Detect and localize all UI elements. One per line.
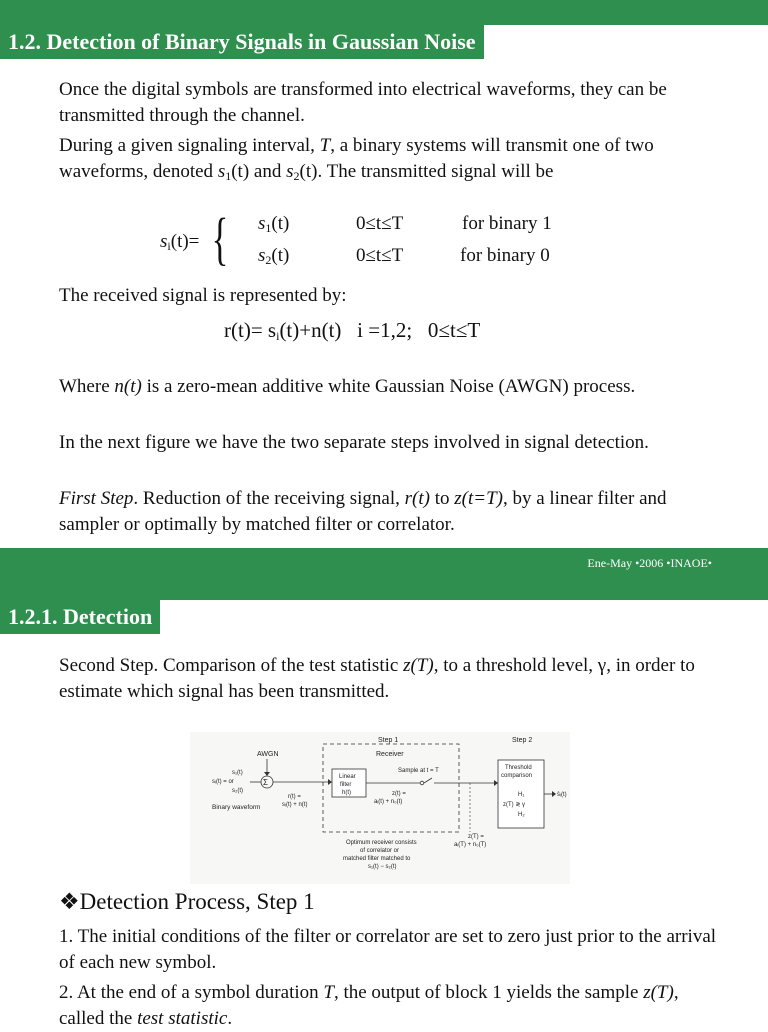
threshold-label-2: comparison [501,773,533,779]
zT-label-2: aᵢ(T) + n₀(T) [454,842,487,848]
or-label: sᵢ(t) = or [212,779,234,785]
output-arrowhead [552,791,556,797]
comparison-label: z(T) ≷ γ [503,802,526,808]
optimum-note-2: of correlator or [360,848,400,854]
paragraph-received: The received signal is represented by: [59,285,347,306]
zt-label-1: z(t) = [392,791,406,797]
awgn-arrowhead [264,772,270,776]
detection-process-heading: ❖Detection Process, Step 1 [59,889,315,914]
zT-label-1: z(T) = [468,834,484,840]
equation-row-2-note: for binary 0 [460,245,550,266]
binary-waveform-label: Binary waveform [212,804,261,811]
list-item-2: 2. At the end of a symbol duration T, the output of block 1 yields the sample z(T), called the test statistic. [59,982,679,1029]
sampler-node [420,781,424,785]
equation-row-1-range: 0≤t≤T [356,213,404,234]
equation-row-1-signal: $s_1(t)$ [258,213,290,235]
optimum-note-1: Optimum receiver consists [346,840,417,846]
optimum-note-4: s₁(t) − s₂(t) [368,864,397,870]
optimum-note-3: matched filter matched to [343,856,411,862]
rt-label-2: sᵢ(t) + n(t) [282,802,308,808]
paragraph-awgn: Where n(t) is a zero-mean additive white Gaussian Noise (AWGN) process. [59,376,636,397]
paragraph-intro: Once the digital symbols are transformed into electrical waveforms, they can be transmitted through the channel. [59,79,667,126]
sum-symbol: Σ [263,778,268,787]
receiver-block-diagram [190,732,570,884]
paragraph-signaling: During a given signaling interval, T, a binary systems will transmit one of two waveforms, denoted $s_1(t)$ and $s_2(t)$. The transmitted signal will be [59,135,654,183]
rt-arrowhead [328,779,332,785]
paragraph-figure-intro: In the next figure we have the two separate steps involved in signal detection. [59,432,649,453]
slide-title: 1.2. Detection of Binary Signals in Gaussian Noise [0,25,484,59]
awgn-label: AWGN [257,751,279,758]
step-1-label: Step 1 [378,737,399,744]
receiver-label: Receiver [376,751,404,758]
slide-title: 1.2.1. Detection [0,600,160,634]
footer-text: Ene-May •2006 •INAOE• [587,556,712,570]
rt-label-1: r(t) = [288,794,301,800]
linear-filter-label-1: Linear [339,774,356,780]
s1-label: s₁(t) [232,770,243,776]
threshold-label-1: Threshold [505,765,532,771]
linear-filter-label-2: filter [340,782,352,788]
list-item-1: 1. The initial conditions of the filter or correlator are set to zero just prior to the arrival of each new symbol. [59,926,717,973]
equation-row-2-range: 0≤t≤T [356,245,404,266]
slide-2 [0,548,768,1029]
h1-label: H₁ [518,792,525,798]
sampler-arrowhead [494,780,498,786]
zt-label-2: aᵢ(t) + n₀(t) [374,799,403,805]
equation-row-1-note: for binary 1 [462,213,552,234]
step-2-label: Step 2 [512,737,533,744]
paragraph-first-step: First Step. Reduction of the receiving signal, r(t) to z(t=T), by a linear filter and sampler or optimally by matched filter or correlator. [59,488,667,535]
equation-lhs: $s_i(t)=$ [160,231,200,253]
paragraph-second-step: Second Step. Comparison of the test statistic z(T), to a threshold level, γ, in order to estimate which signal has been transmitted. [59,655,695,702]
h2-label: H₂ [518,812,525,818]
top-bar [0,0,768,25]
estimate-label: ŝᵢ(t) [557,792,567,798]
s2-label: s₂(t) [232,788,243,794]
equation-row-2-signal: $s_2(t)$ [258,245,290,267]
sample-label: Sample at t = T [398,768,439,774]
linear-filter-label-3: h(t) [342,790,351,796]
sampler-switch [424,778,432,783]
top-bar [0,548,768,600]
brace-symbol: { [211,206,229,271]
equation-received-signal: $r(t)= s_i(t)+n(t)$ i =1,2; 0≤t≤T [224,318,481,343]
